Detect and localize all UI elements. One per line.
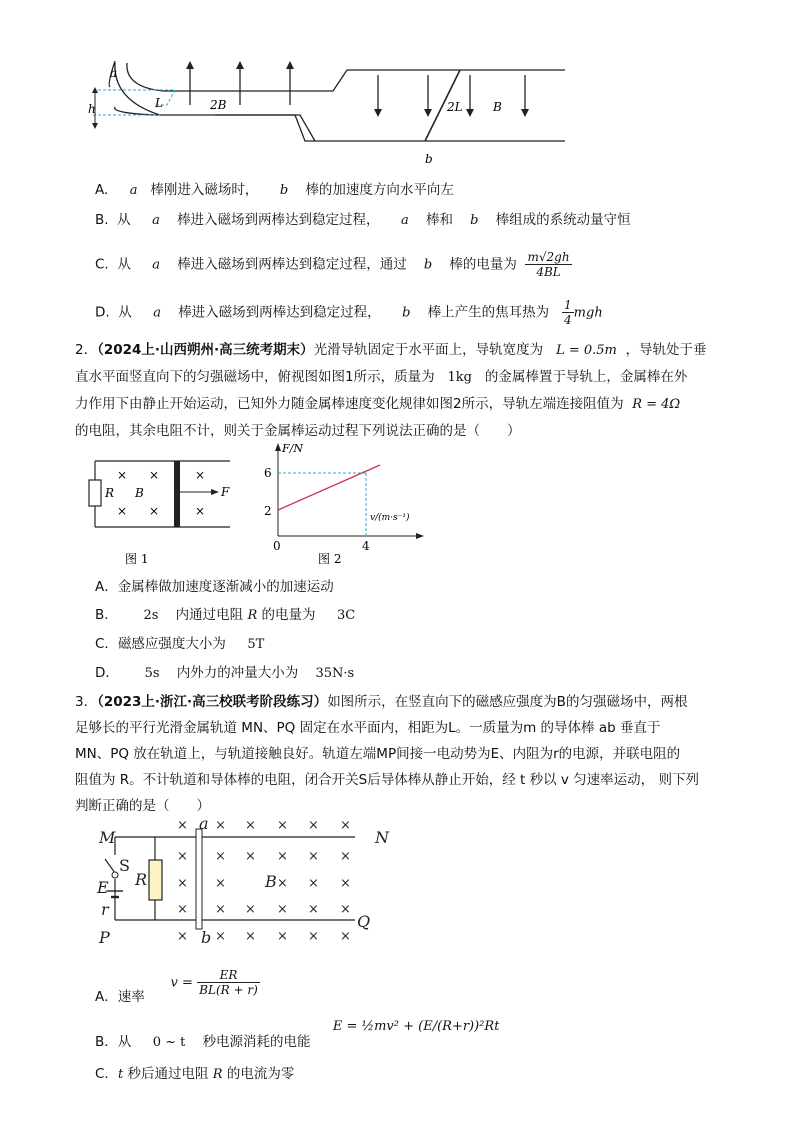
- svg-text:×: ×: [340, 902, 351, 917]
- label-B: B: [265, 872, 277, 891]
- q2-figure-2: [258, 440, 428, 575]
- label-L: L: [155, 96, 163, 110]
- label-r: r: [101, 900, 109, 919]
- label-a: a: [199, 815, 209, 833]
- svg-text:×: ×: [308, 876, 319, 891]
- svg-text:×: ×: [215, 876, 226, 891]
- q1c-fraction: $\frac{m√2gh}{4BL}$: [527, 250, 570, 279]
- svg-text:×: ×: [308, 818, 319, 833]
- label-B: B: [493, 100, 502, 114]
- label-Q: Q: [357, 912, 371, 931]
- q1-option-a[interactable]: A. a 棒刚进入磁场时， b 棒的加速度方向水平向左: [95, 182, 454, 198]
- svg-text:×: ×: [245, 818, 256, 833]
- fig2-xlabel: v/(m·s⁻¹): [370, 513, 410, 523]
- fig1-B: B: [135, 486, 144, 500]
- q2-option-a[interactable]: A．金属棒做加速度逐渐减小的加速运动: [95, 579, 334, 595]
- q3-stem: 3．（2023上·浙江·高三校联考阶段练习）如图所示，在竖直向下的磁感应强度为B的匀强磁场中，两根 足够长的平行光滑金属轨道 MN、PQ 固定在水平面内，相距为L。一质量为m 的导体棒 ab 垂直于 MN、PQ 放在轨道上，与轨道接触良好。轨道左端MP间接一电动势为E、内阻为r的电源，并联电阻的 阻值为 R。不计轨道和导体棒的电阻，闭合开关S后导体棒从静止开始，经 t 秒以 v 匀速率运动， 则下列 判断正确的是（ ）: [75, 694, 699, 814]
- fig1-F: F: [221, 485, 230, 499]
- svg-text:×: ×: [340, 929, 351, 944]
- svg-text:×: ×: [177, 818, 188, 833]
- label-b: b: [425, 152, 433, 166]
- svg-text:×: ×: [277, 818, 288, 833]
- label-S: S: [119, 856, 130, 875]
- q3-circuit-figure: [95, 815, 395, 950]
- q2-stem: 2．（2024上·山西朔州·高三统考期末）光滑导轨固定于水平面上，导轨宽度为 L = 0.5m ，导轨处于垂 直水平面竖直向下的匀强磁场中，俯视图如图1所示，质量为 1kg 的金属棒置于导轨上，金属棒在外 力作用下由静止开始运动，已知外力随金属棒速度变化规律如图2所示，导轨左端连接阻值为 R = 4Ω 的电阻，其余电阻不计，则关于金属棒运动过程下列说法正确的是（ ）: [75, 342, 707, 439]
- q2-source: （2024上·山西朔州·高三统考期末）: [97, 342, 314, 358]
- fig1-R: R: [105, 486, 115, 500]
- svg-text:×: ×: [245, 902, 256, 917]
- svg-text:×: ×: [340, 849, 351, 864]
- q2-option-c[interactable]: C．磁感应强度大小为 5T: [95, 636, 265, 652]
- label-R: R: [135, 870, 148, 889]
- fig2-tick-6: 6: [264, 466, 272, 480]
- svg-text:×: ×: [277, 902, 288, 917]
- svg-text:×: ×: [245, 929, 256, 944]
- svg-text:×: ×: [215, 929, 226, 944]
- label-2B: 2B: [210, 98, 227, 112]
- svg-text:×: ×: [277, 849, 288, 864]
- q3-option-c[interactable]: C．t 秒后通过电阻 R 的电流为零: [95, 1066, 295, 1082]
- fig1-x4: ×: [117, 504, 128, 518]
- label-N: N: [375, 828, 389, 847]
- svg-text:×: ×: [340, 876, 351, 891]
- q2-option-b[interactable]: B． 2s 内通过电阻 R 的电量为 3C: [95, 607, 356, 623]
- fig1-x2: ×: [149, 468, 160, 482]
- fig1-x1: ×: [117, 468, 128, 482]
- q2-figure-1: [85, 455, 235, 575]
- label-M: M: [99, 828, 116, 847]
- fig1-x5: ×: [149, 504, 160, 518]
- svg-text:×: ×: [245, 849, 256, 864]
- q3-option-a[interactable]: A．速率 v = $\frac{ER}{BL(R + r)}$: [95, 968, 258, 1005]
- q1-option-c[interactable]: C. 从 a 棒进入磁场到两棒达到稳定过程，通过 b 棒的电量为 $\frac{m√2gh}{4BL}$: [95, 250, 570, 279]
- svg-text:×: ×: [215, 818, 226, 833]
- fig1-x3: ×: [195, 468, 206, 482]
- label-b: b: [201, 928, 212, 947]
- svg-text:×: ×: [177, 876, 188, 891]
- rail-diagram-figure: [85, 55, 565, 170]
- label-h: h: [88, 102, 96, 116]
- q3a-fraction: $\frac{ER}{BL(R + r)}$: [199, 968, 258, 997]
- q2-option-d[interactable]: D． 5s 内外力的冲量大小为 35N·s: [95, 665, 355, 681]
- fig2-tick-2: 2: [264, 504, 272, 518]
- q1d-fraction: $\frac{1}{4}$: [564, 298, 572, 327]
- fig2-tick-0: 0: [273, 539, 281, 553]
- svg-text:×: ×: [340, 818, 351, 833]
- svg-text:×: ×: [177, 929, 188, 944]
- svg-text:×: ×: [308, 849, 319, 864]
- svg-text:×: ×: [177, 849, 188, 864]
- svg-text:×: ×: [177, 902, 188, 917]
- label-E: E: [97, 878, 109, 897]
- q1-option-d[interactable]: D. 从 a 棒进入磁场到两棒达到稳定过程， b 棒上产生的焦耳热为 $\frac{1}{4}$ mgh: [95, 298, 603, 327]
- fig2-caption: 图 2: [318, 552, 342, 566]
- label-a: a: [110, 66, 118, 80]
- fig1-x6: ×: [195, 504, 206, 518]
- svg-text:×: ×: [215, 849, 226, 864]
- q3b-equation: E = ½mv² + (E/(R+r))²Rt: [332, 1019, 500, 1034]
- svg-text:×: ×: [308, 902, 319, 917]
- fig2-ylabel: F/N: [282, 442, 303, 455]
- q3-source: （2023上·浙江·高三校联考阶段练习）: [97, 694, 328, 710]
- svg-text:×: ×: [277, 929, 288, 944]
- svg-text:×: ×: [215, 902, 226, 917]
- svg-text:×: ×: [308, 929, 319, 944]
- q3-option-b[interactable]: B．从 0 ~ t 秒电源消耗的电能 E = ½mv² + (E/(R+r))²Rt: [95, 1019, 500, 1050]
- q1-option-b[interactable]: B. 从 a 棒进入磁场到两棒达到稳定过程， a 棒和 b 棒组成的系统动量守恒: [95, 212, 631, 228]
- label-P: P: [99, 928, 110, 947]
- svg-text:×: ×: [277, 876, 288, 891]
- fig1-caption: 图 1: [125, 552, 149, 566]
- label-2L: 2L: [447, 100, 463, 114]
- fig2-tick-4: 4: [362, 539, 370, 553]
